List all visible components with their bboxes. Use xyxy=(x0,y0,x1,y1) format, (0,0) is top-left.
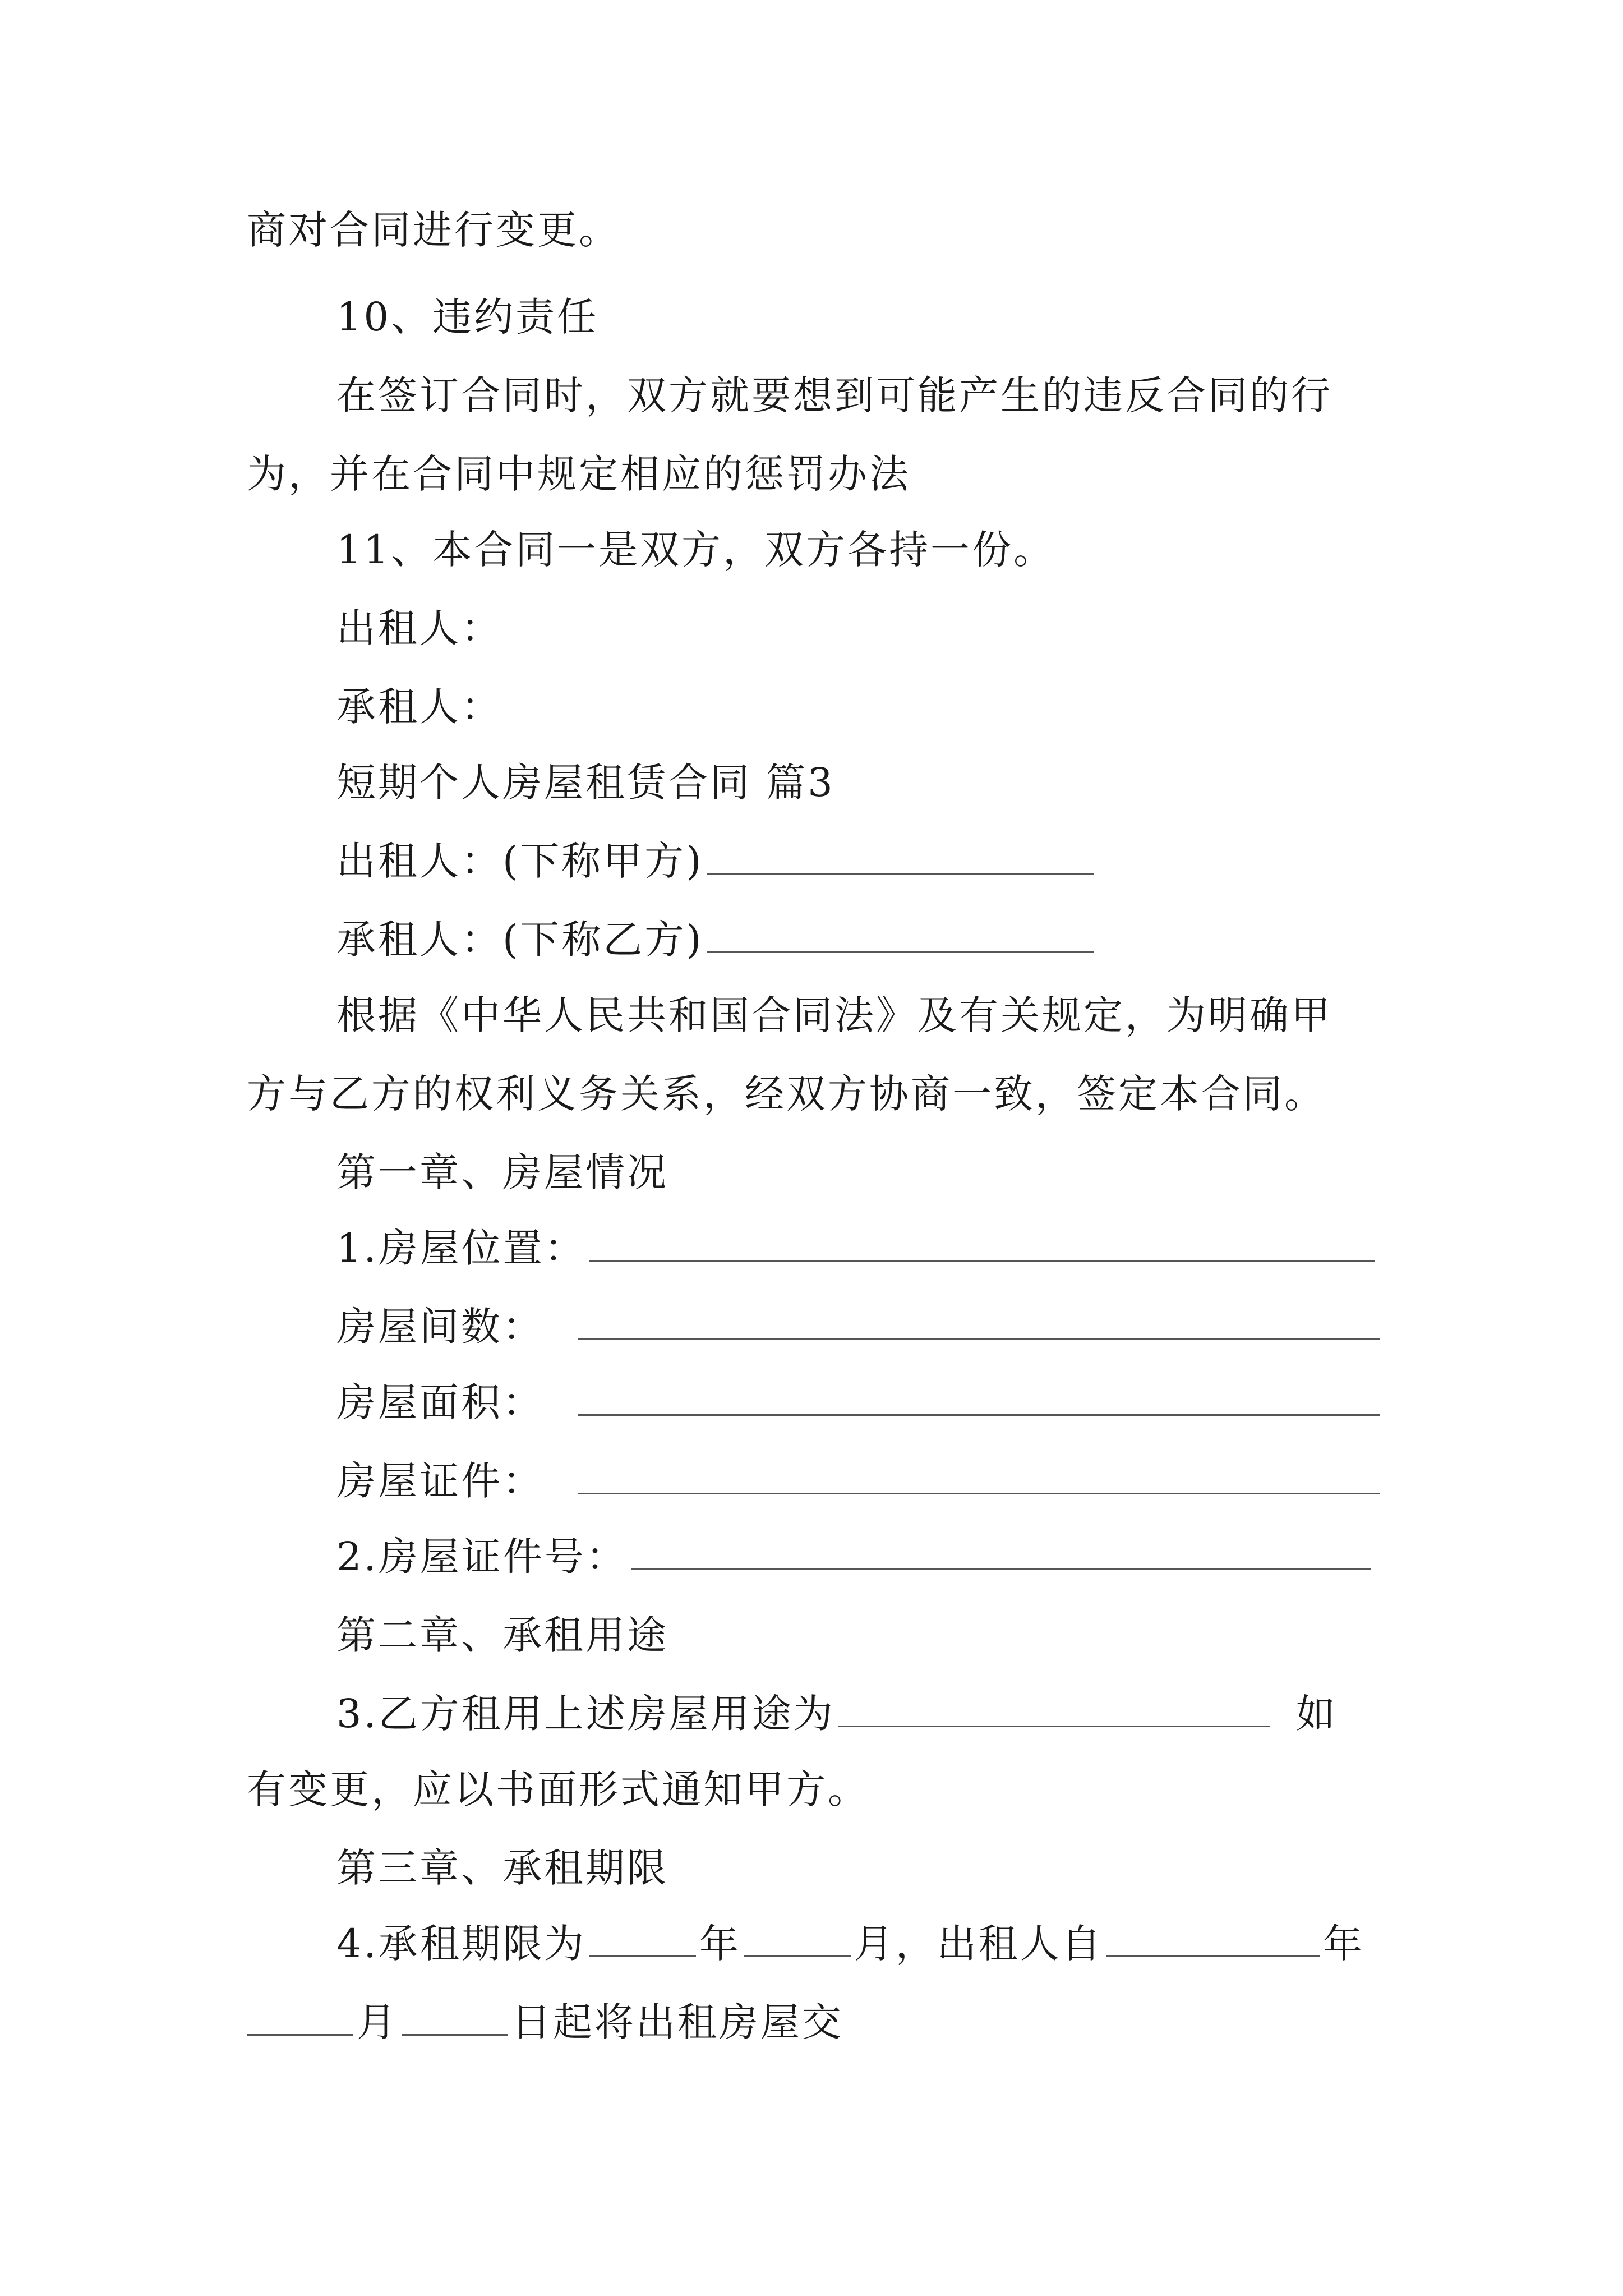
fill-blank[interactable] xyxy=(578,1453,1380,1494)
fill-blank[interactable] xyxy=(402,1995,508,2036)
field-label: 2.房屋证件号： xyxy=(336,1534,628,1580)
text-fragment: 如 xyxy=(1295,1691,1338,1737)
fill-blank[interactable] xyxy=(247,1995,353,2036)
text-line: 商对合同进行变更。 xyxy=(247,207,620,253)
form-field xyxy=(336,1916,1364,1972)
field-label: 房屋面积： xyxy=(336,1379,544,1425)
form-field xyxy=(336,1374,1383,1430)
text-fragment: 年 xyxy=(1322,1921,1364,1967)
field-label: 1.房屋位置： xyxy=(336,1225,586,1271)
text-line: 根据《中华人民共和国合同法》及有关规定，为明确甲 xyxy=(336,992,1332,1038)
text-fragment: 日起将出租房屋交 xyxy=(511,1999,843,2045)
text-line: 为，并在合同中规定相应的惩罚办法 xyxy=(247,451,911,497)
fill-blank[interactable] xyxy=(1106,1916,1320,1957)
party-line xyxy=(336,912,1098,968)
chapter-heading: 第三章、承租期限 xyxy=(336,1845,668,1891)
fill-blank[interactable] xyxy=(707,834,1094,875)
party-label: 出租人：(下称甲方) xyxy=(336,838,704,884)
signature-label: 出租人： xyxy=(336,605,502,651)
form-field xyxy=(336,1299,1383,1355)
clause-heading: 11、本合同一是双方，双方各持一份。 xyxy=(336,527,1055,573)
fill-blank[interactable] xyxy=(707,912,1094,953)
chapter-heading: 第一章、房屋情况 xyxy=(336,1149,668,1195)
field-label: 4.承租期限为 xyxy=(336,1921,586,1967)
fill-blank[interactable] xyxy=(589,1221,1375,1262)
form-field xyxy=(336,1686,1338,1742)
text-line: 有变更，应以书面形式通知甲方。 xyxy=(247,1766,869,1812)
text-fragment: 月，出租人自 xyxy=(854,1921,1103,1967)
fill-blank[interactable] xyxy=(589,1916,696,1957)
form-field xyxy=(336,1220,1378,1276)
text-line: 方与乙方的权利义务关系，经双方协商一致，签定本合同。 xyxy=(247,1071,1326,1117)
section-title: 短期个人房屋租赁合同 篇3 xyxy=(336,760,835,806)
text-line: 在签订合同时，双方就要想到可能产生的违反合同的行 xyxy=(336,372,1332,418)
field-label: 房屋间数： xyxy=(336,1304,544,1350)
fill-blank[interactable] xyxy=(744,1916,851,1957)
clause-heading: 10、违约责任 xyxy=(336,294,599,340)
text-fragment: 月 xyxy=(357,1999,398,2045)
field-label: 房屋证件： xyxy=(336,1458,544,1504)
form-field xyxy=(336,1529,1375,1585)
fill-blank[interactable] xyxy=(838,1686,1270,1727)
form-field xyxy=(336,1453,1383,1509)
signature-label: 承租人： xyxy=(336,684,502,730)
party-line xyxy=(336,833,1098,889)
field-label: 3.乙方租用上述房屋用途为 xyxy=(336,1691,835,1737)
fill-blank[interactable] xyxy=(578,1375,1380,1416)
fill-blank[interactable] xyxy=(578,1299,1380,1340)
fill-blank[interactable] xyxy=(631,1529,1371,1570)
text-fragment: 年 xyxy=(699,1921,741,1967)
form-field xyxy=(247,1994,843,2050)
party-label: 承租人：(下称乙方) xyxy=(336,917,704,963)
chapter-heading: 第二章、承租用途 xyxy=(336,1612,668,1658)
